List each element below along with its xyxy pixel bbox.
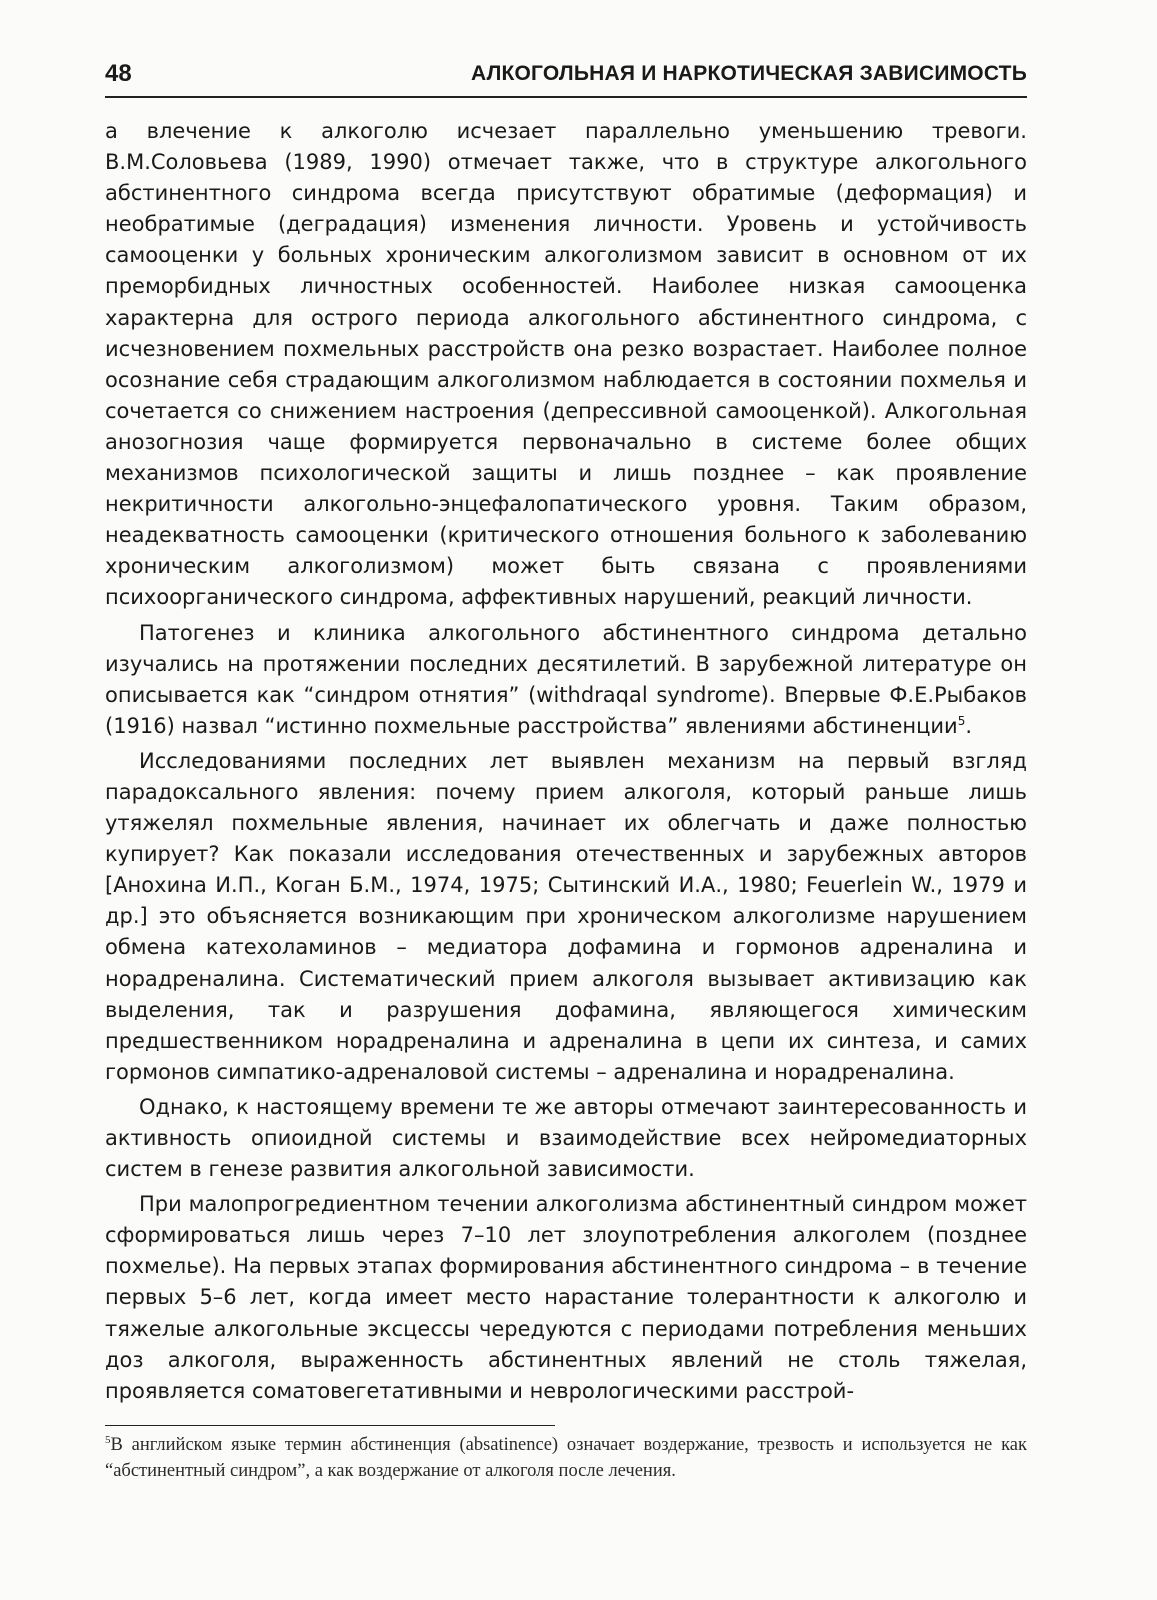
- running-title: АЛКОГОЛЬНАЯ И НАРКОТИЧЕСКАЯ ЗАВИСИМОСТЬ: [470, 62, 1027, 85]
- paragraph-1: а влечение к алкоголю исчезает параллельно уменьшению тревоги. В.М.Соловьева (1989, 1990) отмечает также, что в структуре алкогольного абстинентного синдрома всегда присутствуют обратимые (деформация) и необратимые (деградация) изменения личности. Уровень и устойчивость самооценки у больных хроническим алкоголизмом зависит в основном от их преморбидных личностных особенностей. Наиболее низкая самооценка характерна для острого периода алкогольного абстинентного синдрома, с исчезновением похмельных расстройств она резко возрастает. Наиболее полное осознание себя страдающим алкоголизмом наблюдается в состоянии похмелья и сочетается со снижением настроения (депрессивной самооценкой). Алкогольная анозогнозия чаще формируется первоначально в системе более общих механизмов психологической защиты и лишь позднее – как проявление некритичности алкогольно-энцефалопатического уровня. Таким образом, неадекватность самооценки (критического отношения больного к заболеванию хроническим алкоголизмом) может быть связана с проявлениями психоорганического синдрома, аффективных нарушений, реакций личности.: [105, 119, 1027, 610]
- footnote: [105, 1432, 1027, 1484]
- paragraph-2-text: Патогенез и клиника алкогольного абстинентного синдрома детально изучались на протяжении последних десятилетий. В зарубежной литературе он описывается как “синдром отнятия” (withdraqal syndrome). Впервые Ф.Е.Рыбаков (1916) назвал “истинно похмельные расстройства” явлениями абстиненции: [105, 620, 1027, 738]
- paragraph-4: Однако, к настоящему времени те же авторы отмечают заинтересованность и активность опиоидной системы и взаимодействие всех нейромедиаторных систем в генезе развития алкогольной зависимости.: [105, 1094, 1027, 1182]
- footnote-marker: 5: [105, 1433, 111, 1446]
- page-number: 48: [105, 60, 132, 87]
- paragraph-2: [105, 618, 1027, 742]
- footnote-text: В английском языке термин абстиненция (absatinence) означает воздержание, трезвость и используется не как “абстинентный синдром”, а как воздержание от алкоголя после лечения.: [105, 1435, 1027, 1481]
- page-header: [105, 58, 1027, 98]
- footnote-reference: 5: [957, 713, 966, 728]
- paragraph-5: При малопрогредиентном течении алкоголизма абстинентный синдром может сформироваться лишь через 7–10 лет злоупотребления алкоголем (позднее похмелье). На первых этапах формирования абстинентного синдрома – в течение первых 5–6 лет, когда имеет место нарастание толерантности к алкоголю и тяжелые алкогольные эксцессы чередуются с периодами потребления меньших доз алкоголя, выраженность абстинентных явлений не столь тяжелая, проявляется соматовегетативными и неврологическими расстрой-: [105, 1192, 1027, 1403]
- footnote-divider: [105, 1425, 555, 1426]
- paragraph-2-end: .: [965, 713, 973, 738]
- paragraph-3: Исследованиями последних лет выявлен механизм на первый взгляд парадоксального явления: почему прием алкоголя, который раньше лишь утяжелял похмельные явления, начинает их облегчать и даже полностью купирует? Как показали исследования отечественных и зарубежных авторов [Анохина И.П., Коган Б.М., 1974, 1975; Сытинский И.А., 1980; Feuerlein W., 1979 и др.] это объясняется возникающим при хроническом алкоголизме нарушением обмена катехоламинов – медиатора дофамина и гормонов адреналина и норадреналина. Систематический прием алкоголя вызывает активизацию как выделения, так и разрушения дофамина, являющегося химическим предшественником норадреналина и адреналина в цепи их синтеза, и самих гормонов симпатико-адреналовой системы – адреналина и норадреналина.: [105, 748, 1027, 1084]
- body-text: [105, 116, 1027, 1407]
